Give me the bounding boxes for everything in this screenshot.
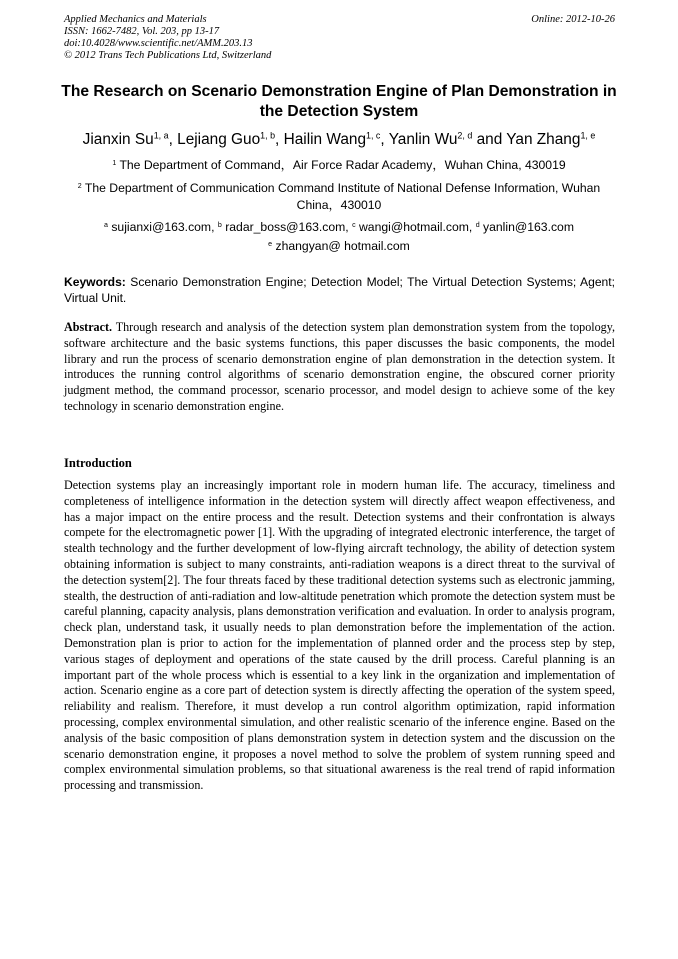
keywords-label: Keywords: [64, 275, 126, 289]
email-line-2 [50, 238, 628, 255]
affiliation-superscript: 1 [112, 159, 117, 167]
email-address[interactable]: wangi@hotmail.com [359, 220, 469, 234]
author-name: Yan Zhang [506, 131, 581, 148]
keywords-section [64, 275, 615, 306]
author-separator: and [472, 131, 507, 148]
email-superscript: b [217, 221, 222, 229]
email-superscript: d [475, 221, 480, 229]
author-list [40, 130, 638, 150]
online-date: Online: 2012-10-26 [531, 14, 615, 25]
introduction-heading: Introduction [64, 456, 132, 470]
affiliation-text: The Department of Command，Air Force Radar Academy，Wuhan China, 430019 [119, 158, 566, 172]
doi-line: doi:10.4028/www.scientific.net/AMM.203.13 [64, 38, 253, 49]
author-name: Jianxin Su [82, 131, 154, 148]
author-name: Lejiang Guo [177, 131, 261, 148]
affiliation-1 [60, 157, 618, 174]
affiliation-superscript: 2 [77, 182, 82, 190]
email-address[interactable]: yanlin@163.com [483, 220, 574, 234]
email-address[interactable]: zhangyan@ hotmail.com [275, 239, 410, 253]
email-superscript: c [352, 221, 356, 229]
author-name: Yanlin Wu [388, 131, 458, 148]
journal-name: Applied Mechanics and Materials [64, 14, 207, 25]
author-superscript: 1, e [580, 130, 596, 141]
paper-title: The Research on Scenario Demonstration Engine of Plan Demonstration in the Detection System [61, 83, 617, 120]
email-address[interactable]: radar_boss@163.com [225, 220, 346, 234]
author-name: Hailin Wang [283, 131, 367, 148]
email-line-1: $^a$ sujianxi@163.com, $^b$ radar_boss@163.com, $^c$ wangi@hotmail.com, $^d$ yanlin@163.com [104, 220, 574, 234]
author-superscript: 2, d [457, 130, 473, 141]
author-superscript: 1, b [260, 130, 276, 141]
abstract-label: Abstract. [64, 320, 113, 334]
introduction-body: Detection systems play an increasingly important role in modern human life. The accuracy, timeliness and completeness of intelligence information in the detection system will directly affect weapon effectiveness, and has a major impact on the entire process and the result. Detection systems and their confrontation is always compete for the electromagnetic power [1]. With the upgrading of integrated electronic interference, the target of stealth technology and the further development of low-flying aircraft technology, the ability of detection system obtaining information is subject to many constraints, anti-radiation weapons is a direct threat to the survival of the detection system[2]. The four threats faced by these traditional detection systems such as electronic jamming, stealth, the destruction of anti-radiation and low-altitude penetration which promote the detection system must be careful planning, capacity analysis, plans demonstration verification and evaluation. In order to analysis program, check plan, understand task, it usually needs to plan demonstration before the implementation of the action. Demonstration plan is prior to action for the implementation of planned order and the process step by step, various stages of deployment and operations of the state caused by the drill process. Careful planning is an important part of the whole process which is essential to a key link in the organization and implementation of action. Scenario engine as a core part of detection system is directly affecting the operation of the system speed, reliability and realism. Therefore, it must develop a run control algorithm optimization, rapid information processing, complex environmental simulation, and other realistic scenario of the inference engine. Based on the analysis of the basic composition of plans demonstration system in detection system and the discussion on the scenario demonstration engine, it proposes a novel method to solve the problem of system running speed and complex environmental simulation problems, so that situational awareness is the real trend of rapid information processing and transmission. [64, 478, 615, 793]
author-superscript: 1, c [366, 130, 381, 141]
affiliation-text: The Department of Communication Command Institute of National Defense Information, Wuhan China，430010 [84, 181, 601, 212]
email-superscript: a [104, 221, 108, 229]
abstract-text: Through research and analysis of the detection system plan demonstration system from the topology, software architecture and the basic systems functions, this paper discusses the basic components, the model library and run the process of scenario demonstration engine of plan demonstration in the detection system. It introduces the running control algorithms of scenario demonstration engine, the obscured corner priority judgment method, the command processor, scenario processor, and model design to achieve some of the key technology in scenario demonstration engine. [64, 320, 615, 413]
issn-line: ISSN: 1662-7482, Vol. 203, pp 13-17 [64, 26, 220, 37]
keywords-text: Scenario Demonstration Engine; Detection Model; The Virtual Detection Systems; Agent; Virtual Unit. [64, 275, 615, 305]
email-address[interactable]: sujianxi@163.com [111, 220, 212, 234]
author-separator: , [275, 131, 284, 148]
email-superscript: e [268, 240, 273, 248]
author-separator: , [168, 131, 178, 148]
affiliation-2 [60, 180, 618, 214]
journal-header [64, 14, 615, 62]
copyright-line: © 2012 Trans Tech Publications Ltd, Switzerland [64, 50, 272, 61]
author-superscript: 1, a [153, 130, 169, 141]
author-separator: , [380, 131, 389, 148]
abstract-section [64, 320, 615, 415]
